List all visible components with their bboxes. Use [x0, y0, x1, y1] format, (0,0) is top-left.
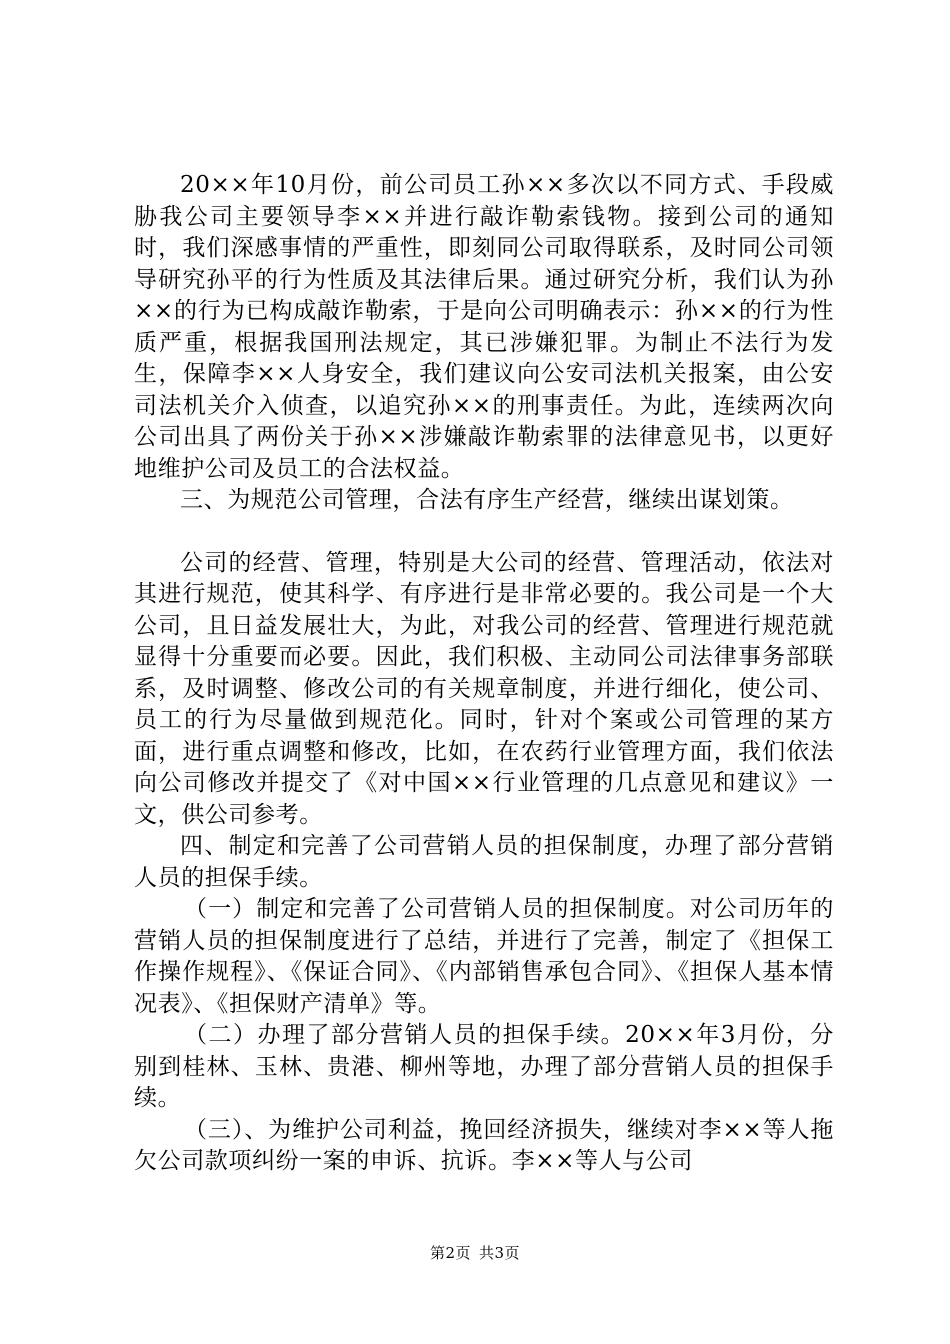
document-body — [134, 170, 834, 1178]
page-total: 共3页 — [479, 1244, 521, 1262]
section-heading-four: 四、制定和完善了公司营销人员的担保制度，办理了部分营销人员的担保手续。 — [134, 833, 834, 891]
paragraph-extortion-case: 20××年10月份，前公司员工孙××多次以不同方式、手段威胁我公司主要领导李××并进行敲诈勒索钱物。接到公司的通知时，我们深感事情的严重性，即刻同公司取得联系，及时同公司领导研究孙平的行为性质及其法律后果。通过研究分析，我们认为孙××的行为已构成敲诈勒索，于是向公司明确表示：孙××的行为性质严重，根据我国刑法规定，其已涉嫌犯罪。为制止不法行为发生，保障李××人身安全，我们建议向公安司法机关报案，由公安司法机关介入侦查，以追究孙××的刑事责任。为此，连续两次向公司出具了两份关于孙××涉嫌敲诈勒索罪的法律意见书，以更好地维护公司及员工的合法权益。 — [134, 172, 834, 482]
paragraph-management-standards: 公司的经营、管理，特别是大公司的经营、管理活动，依法对其进行规范，使其科学、有序进行是非常必要的。我公司是一个大公司，且日益发展壮大，为此，对我公司的经营、管理进行规范就显得十分重要而必要。因此，我们积极、主动同公司法律事务部联系，及时调整、修改公司的有关规章制度，并进行细化，使公司、员工的行为尽量做到规范化。同时，针对个案或公司管理的某方面，进行重点调整和修改，比如，在农药行业管理方面，我们依法向公司修改并提交了《对中国××行业管理的几点意见和建议》一文，供公司参考。 — [134, 549, 834, 828]
paragraph-guarantee-procedures: （二）办理了部分营销人员的担保手续。20××年3月份，分别到桂林、玉林、贵港、柳州等地，办理了部分营销人员的担保手续。 — [134, 1022, 834, 1111]
page-footer — [0, 1243, 950, 1263]
page-number: 第2页 — [429, 1244, 471, 1262]
paragraph-appeal-case: （三）、为维护公司利益，挽回经济损失，继续对李××等人拖欠公司款项纠纷一案的申诉、抗诉。李××等人与公司 — [134, 1116, 834, 1174]
section-heading-three: 三、为规范公司管理，合法有序生产经营，继续出谋划策。 — [180, 487, 794, 513]
paragraph-guarantee-system: （一）制定和完善了公司营销人员的担保制度。对公司历年的营销人员的担保制度进行了总结，并进行了完善，制定了《担保工作操作规程》、《保证合同》、《内部销售承包合同》、《担保人基本情况表》、《担保财产清单》等。 — [134, 896, 834, 1017]
